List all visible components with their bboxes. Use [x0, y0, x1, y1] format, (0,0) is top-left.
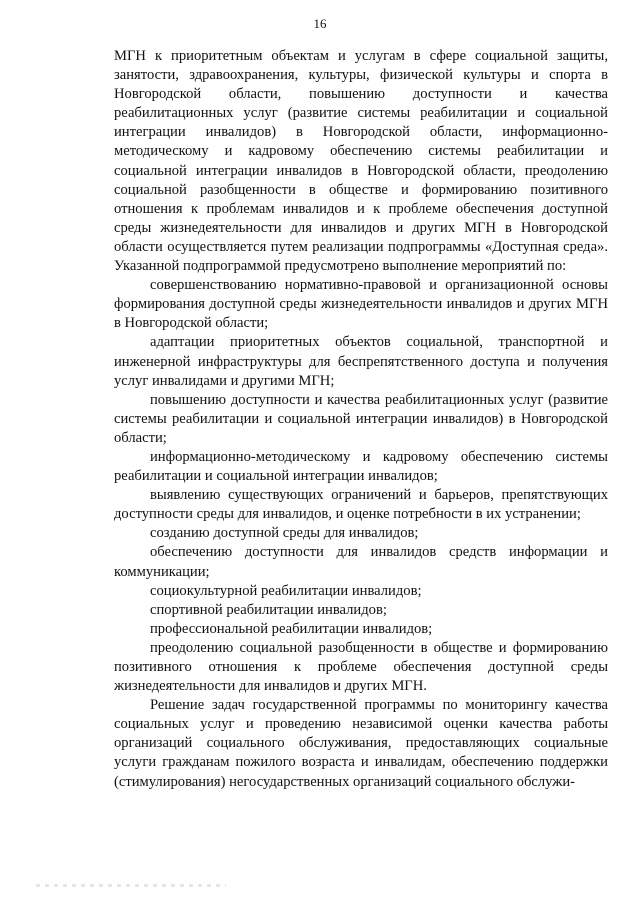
- list-item: профессиональной реабилитации инвалидов;: [150, 620, 433, 637]
- list-item: социокультурной реабилитации инвалидов;: [150, 582, 422, 599]
- list-item: повышению доступности и качества реабилитационных услуг (развитие системы реабилитации и социальной интеграции инвалидов) в Новгородской области;: [114, 391, 608, 446]
- list-item: созданию доступной среды для инвалидов;: [150, 525, 419, 542]
- page-number: 16: [313, 16, 327, 31]
- closing-paragraph: Решение задач государственной программы по мониторингу качества социальных услуг и проведению независимой оценки качества работы организаций социального обслуживания, предоставляющих социальные услуги гражданам пожилого возраста и инвалидам, обеспечению поддержки (стимулирования) негосударственных организаций социального обслужи-: [114, 697, 608, 790]
- list-item: преодолению социальной разобщенности в обществе и формированию позитивного отношения к проблеме обеспечения доступной среды жизнедеятельности для инвалидов и других МГН.: [114, 639, 608, 695]
- list-item: совершенствованию нормативно-правовой и организационной основы формирования доступной среды жизнедеятельности инвалидов и других МГН в Новгородской области;: [114, 277, 608, 332]
- scan-artifact: [36, 884, 226, 887]
- body-text: [114, 47, 608, 792]
- list-item: спортивной реабилитации инвалидов;: [150, 601, 387, 618]
- list-item: обеспечению доступности для инвалидов средств информации и коммуникации;: [114, 544, 608, 580]
- list-item: информационно-методическому и кадровому обеспечению системы реабилитации и социальной интеграции инвалидов;: [114, 448, 608, 485]
- list-item: адаптации приоритетных объектов социальной, транспортной и инженерной инфраструктуры для беспрепятственного доступа и получения услуг инвалидами и другими МГН;: [114, 334, 608, 389]
- intro-paragraph: МГН к приоритетным объектам и услугам в сфере социальной защиты, занятости, здравоохранения, культуры, физической культуры и спорта в Новгородской области, повышению доступности и качества реабилитационных услуг (развитие системы реабилитации и социальной интеграции инвалидов) в Новгородской области, информационно-методическому и кадровому обеспечению системы реабилитации и социальной интеграции инвалидов в Новгородской области, преодолению социальной разобщенности в обществе и формированию позитивного отношения к проблемам инвалидов и к проблеме обеспечения доступной среды жизнедеятельности для инвалидов и других МГН в Новгородской области осуществляется путем реализации подпрограммы «Доступная среда». Указанной подпрограммой предусмотрено выполнение мероприятий по:: [114, 48, 608, 275]
- list-item: выявлению существующих ограничений и барьеров, препятствующих доступности среды для инвалидов, и оценке потребности в их устранении;: [114, 487, 608, 523]
